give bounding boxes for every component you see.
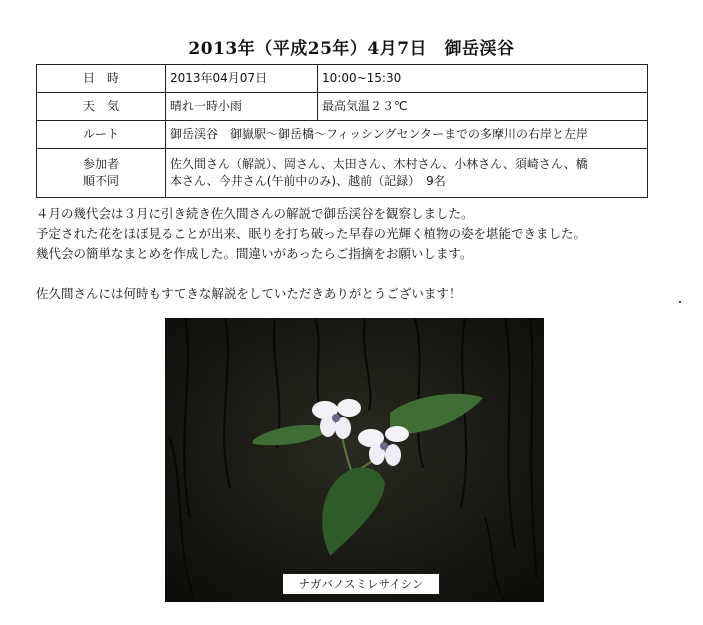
- page-title: 2013年（平成25年）4月7日 御岳渓谷: [188, 39, 515, 59]
- summary-line-2: 予定された花をほぼ見ることが出来、眠りを打ち破った早春の光輝く植物の姿を堪能できました。: [36, 226, 587, 241]
- summary-line-1: ４月の幾代会は３月に引き続き佐久間さんの解説で御岳渓谷を観察しました。: [36, 206, 474, 221]
- time-value: 10:00~15:30: [318, 65, 648, 93]
- summary-line-3: 幾代会の簡単なまとめを作成した。間違いがあったらご指摘をお願いします。: [36, 246, 473, 261]
- route-value: 御岳渓谷 御嶽駅～御岳橋～フィッシングセンターまでの多摩川の右岸と左岸: [166, 121, 648, 149]
- members-value-line2: 本さん、今井さん(午前中のみ)、越前（記録） 9名: [170, 174, 446, 188]
- table-row-route: [37, 121, 648, 149]
- thanks-paragraph: 佐久間さんには何時もすてきな解説をしていただきありがとうございます！: [36, 286, 462, 301]
- table-row-members: [37, 149, 648, 198]
- temperature-value: 最高気温２３℃: [318, 93, 648, 121]
- members-label-line1: 参加者: [82, 157, 119, 171]
- flower-illustration: [165, 318, 544, 602]
- stray-dot: [679, 301, 681, 303]
- date-value: 2013年04月07日: [166, 65, 318, 93]
- weather-value: 晴れ一時小雨: [166, 93, 318, 121]
- weather-label: 天 気: [37, 93, 166, 121]
- flower-photo: [165, 318, 544, 602]
- members-label: [37, 149, 166, 198]
- photo-caption: ナガバノスミレサイシン: [283, 574, 439, 594]
- members-label-line2: 順不同: [82, 174, 119, 188]
- members-value-line1: 佐久間さん（解説）、岡さん、太田さん、木村さん、小林さん、須崎さん、橋: [170, 157, 588, 171]
- table-row-weather: [37, 93, 648, 121]
- route-label: ルート: [37, 121, 166, 149]
- summary-paragraph: [36, 204, 586, 264]
- table-row-date: [37, 65, 648, 93]
- members-value: [166, 149, 648, 198]
- date-label: 日 時: [37, 65, 166, 93]
- info-table: [36, 64, 648, 198]
